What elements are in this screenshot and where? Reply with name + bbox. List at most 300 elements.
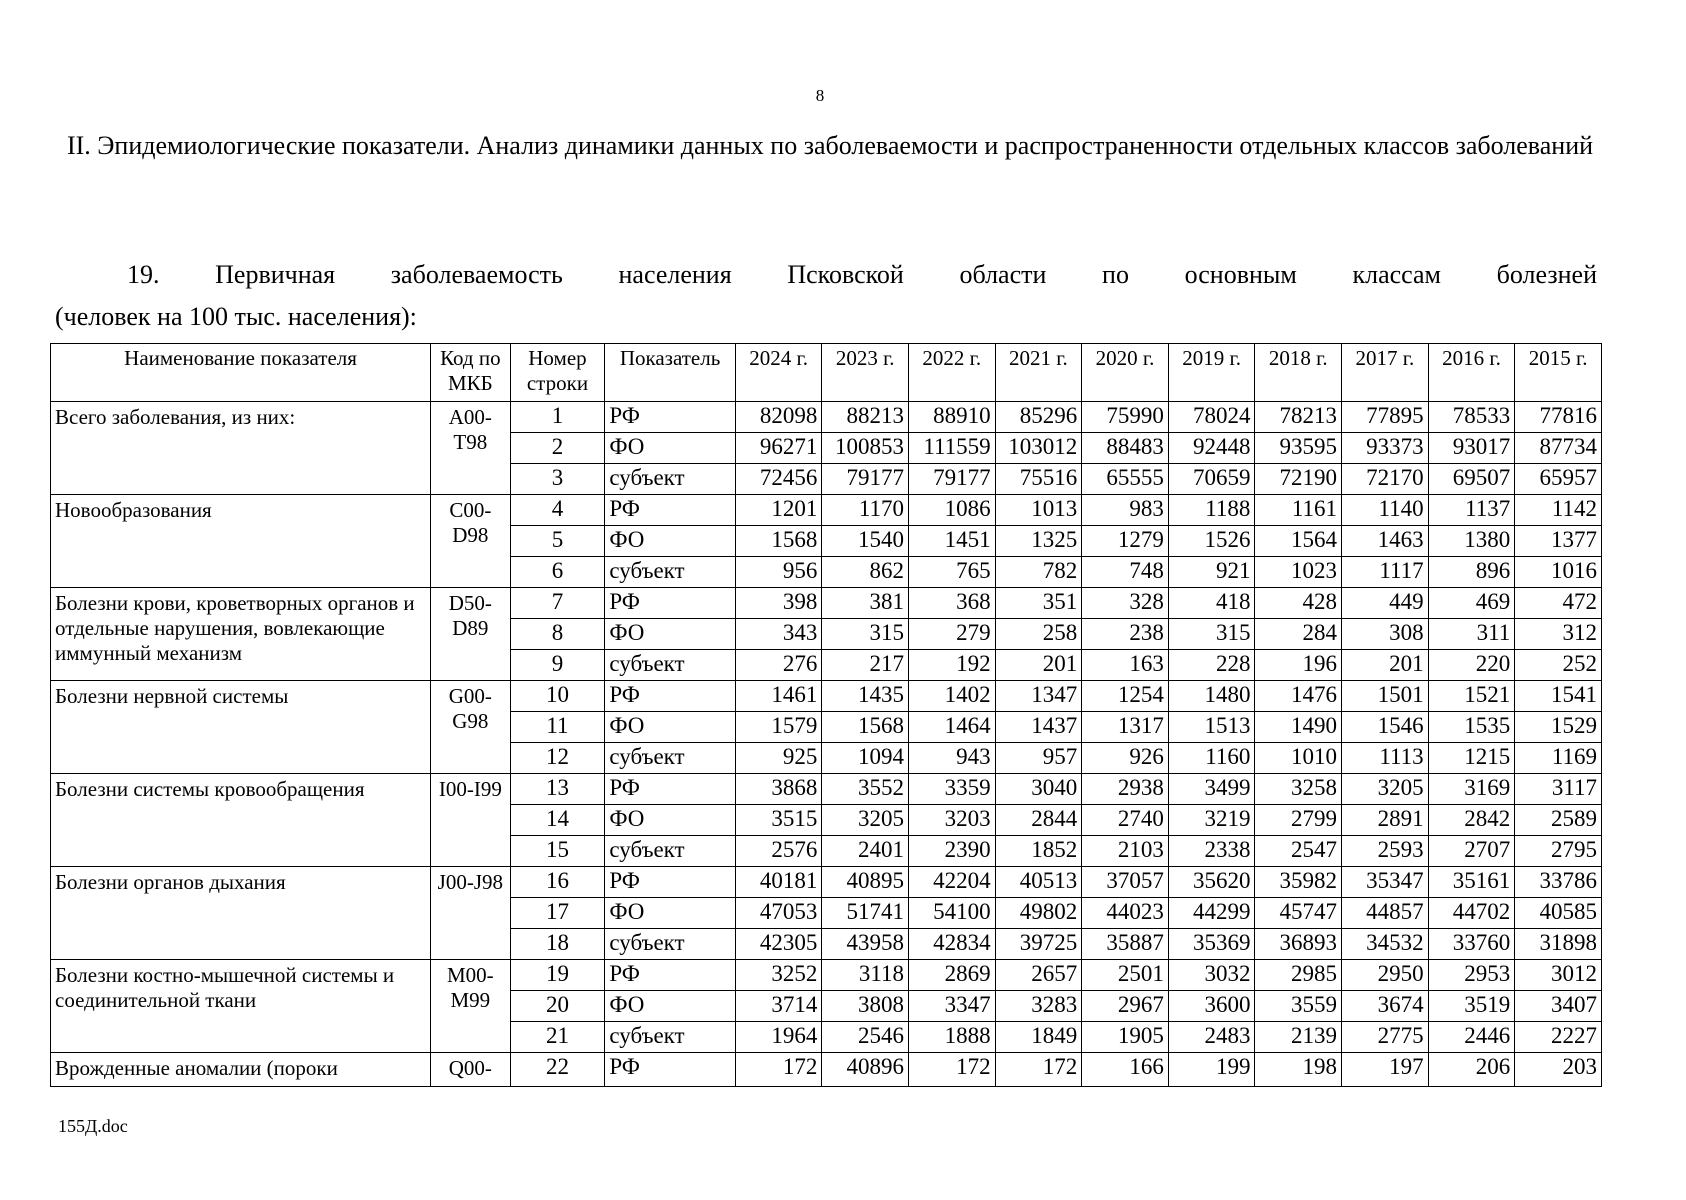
value-cell: 172 [995, 1053, 1082, 1087]
value-cell: 40181 [735, 867, 822, 898]
row-number: 4 [510, 495, 605, 526]
value-cell: 1325 [995, 526, 1082, 557]
value-cell: 79177 [909, 464, 996, 495]
table-row [51, 867, 1602, 898]
value-cell: 3347 [909, 991, 996, 1022]
table-row [51, 681, 1602, 712]
value-cell: 1170 [822, 495, 909, 526]
value-cell: 3205 [1342, 774, 1429, 805]
indicator-type: РФ [605, 681, 735, 712]
value-cell: 1463 [1342, 526, 1429, 557]
value-cell: 2589 [1515, 805, 1602, 836]
table-row [51, 402, 1602, 433]
value-cell: 2844 [995, 805, 1082, 836]
table-row [51, 960, 1602, 991]
value-cell: 82098 [735, 402, 822, 433]
value-cell: 2657 [995, 960, 1082, 991]
value-cell: 469 [1428, 588, 1515, 619]
value-cell: 44299 [1168, 898, 1255, 929]
caption-word: 19. [127, 260, 160, 289]
value-cell: 1464 [909, 712, 996, 743]
value-cell: 1377 [1515, 526, 1602, 557]
indicator-name: Болезни крови, кроветворных органов и отдельные нарушения, вовлекающие иммунный механизм [51, 588, 431, 681]
value-cell: 1169 [1515, 743, 1602, 774]
column-header: 2024 г. [735, 344, 822, 402]
table-row [51, 1053, 1602, 1087]
row-number: 17 [510, 898, 605, 929]
value-cell: 88910 [909, 402, 996, 433]
column-header: Номер строки [510, 344, 605, 402]
value-cell: 1254 [1082, 681, 1169, 712]
value-cell: 3552 [822, 774, 909, 805]
row-number: 7 [510, 588, 605, 619]
value-cell: 2593 [1342, 836, 1429, 867]
icd-code: D50-D89 [431, 588, 510, 681]
value-cell: 1317 [1082, 712, 1169, 743]
value-cell: 201 [995, 650, 1082, 681]
indicator-type: субъект [605, 557, 735, 588]
value-cell: 1435 [822, 681, 909, 712]
value-cell: 312 [1515, 619, 1602, 650]
footer-filename: 155Д.doc [58, 1116, 128, 1136]
value-cell: 72456 [735, 464, 822, 495]
value-cell: 2546 [822, 1022, 909, 1053]
value-cell: 40895 [822, 867, 909, 898]
table-row [51, 774, 1602, 805]
value-cell: 252 [1515, 650, 1602, 681]
column-header: 2015 г. [1515, 344, 1602, 402]
value-cell: 65957 [1515, 464, 1602, 495]
value-cell: 862 [822, 557, 909, 588]
value-cell: 1402 [909, 681, 996, 712]
row-number: 12 [510, 743, 605, 774]
indicator-type: ФО [605, 619, 735, 650]
indicator-type: ФО [605, 712, 735, 743]
indicator-type: РФ [605, 495, 735, 526]
value-cell: 172 [735, 1053, 822, 1087]
table-row [51, 495, 1602, 526]
value-cell: 921 [1168, 557, 1255, 588]
value-cell: 2891 [1342, 805, 1429, 836]
morbidity-table [50, 343, 1602, 1087]
value-cell: 42305 [735, 929, 822, 960]
value-cell: 1161 [1255, 495, 1342, 526]
value-cell: 1568 [735, 526, 822, 557]
value-cell: 2842 [1428, 805, 1515, 836]
value-cell: 1137 [1428, 495, 1515, 526]
value-cell: 44857 [1342, 898, 1429, 929]
column-header: 2018 г. [1255, 344, 1342, 402]
value-cell: 1461 [735, 681, 822, 712]
value-cell: 3600 [1168, 991, 1255, 1022]
value-cell: 77816 [1515, 402, 1602, 433]
value-cell: 2985 [1255, 960, 1342, 991]
icd-code: I00-I99 [431, 774, 510, 867]
value-cell: 428 [1255, 588, 1342, 619]
value-cell: 37057 [1082, 867, 1169, 898]
value-cell: 79177 [822, 464, 909, 495]
value-cell: 36893 [1255, 929, 1342, 960]
icd-code: J00-J98 [431, 867, 510, 960]
value-cell: 2707 [1428, 836, 1515, 867]
value-cell: 1564 [1255, 526, 1342, 557]
indicator-type: РФ [605, 588, 735, 619]
value-cell: 3674 [1342, 991, 1429, 1022]
value-cell: 31898 [1515, 929, 1602, 960]
indicator-type: ФО [605, 898, 735, 929]
value-cell: 1964 [735, 1022, 822, 1053]
caption-word: заболеваемость [390, 260, 563, 289]
value-cell: 75516 [995, 464, 1082, 495]
indicator-type: субъект [605, 464, 735, 495]
table-header-row [51, 344, 1602, 402]
icd-code: C00-D98 [431, 495, 510, 588]
value-cell: 3117 [1515, 774, 1602, 805]
indicator-type: РФ [605, 774, 735, 805]
value-cell: 3205 [822, 805, 909, 836]
row-number: 8 [510, 619, 605, 650]
value-cell: 2338 [1168, 836, 1255, 867]
value-cell: 100853 [822, 433, 909, 464]
indicator-name: Болезни системы кровообращения [51, 774, 431, 867]
value-cell: 2953 [1428, 960, 1515, 991]
value-cell: 70659 [1168, 464, 1255, 495]
value-cell: 166 [1082, 1053, 1169, 1087]
value-cell: 199 [1168, 1053, 1255, 1087]
value-cell: 40585 [1515, 898, 1602, 929]
table-caption [55, 254, 1597, 338]
value-cell: 765 [909, 557, 996, 588]
value-cell: 2869 [909, 960, 996, 991]
value-cell: 3714 [735, 991, 822, 1022]
value-cell: 258 [995, 619, 1082, 650]
indicator-type: субъект [605, 743, 735, 774]
value-cell: 198 [1255, 1053, 1342, 1087]
table-caption-line-2: (человек на 100 тыс. населения): [55, 302, 417, 331]
value-cell: 85296 [995, 402, 1082, 433]
value-cell: 1140 [1342, 495, 1429, 526]
value-cell: 51741 [822, 898, 909, 929]
value-cell: 197 [1342, 1053, 1429, 1087]
value-cell: 315 [822, 619, 909, 650]
value-cell: 276 [735, 650, 822, 681]
value-cell: 3868 [735, 774, 822, 805]
row-number: 18 [510, 929, 605, 960]
value-cell: 1113 [1342, 743, 1429, 774]
value-cell: 3559 [1255, 991, 1342, 1022]
value-cell: 75990 [1082, 402, 1169, 433]
value-cell: 78213 [1255, 402, 1342, 433]
value-cell: 782 [995, 557, 1082, 588]
value-cell: 1849 [995, 1022, 1082, 1053]
value-cell: 88483 [1082, 433, 1169, 464]
value-cell: 2483 [1168, 1022, 1255, 1053]
value-cell: 3203 [909, 805, 996, 836]
value-cell: 1013 [995, 495, 1082, 526]
row-number: 9 [510, 650, 605, 681]
value-cell: 1526 [1168, 526, 1255, 557]
indicator-type: субъект [605, 650, 735, 681]
value-cell: 472 [1515, 588, 1602, 619]
value-cell: 381 [822, 588, 909, 619]
caption-word: области [959, 260, 1047, 289]
value-cell: 33760 [1428, 929, 1515, 960]
value-cell: 35369 [1168, 929, 1255, 960]
value-cell: 192 [909, 650, 996, 681]
value-cell: 3032 [1168, 960, 1255, 991]
value-cell: 2795 [1515, 836, 1602, 867]
value-cell: 1905 [1082, 1022, 1169, 1053]
caption-word: по [1102, 260, 1129, 289]
value-cell: 2390 [909, 836, 996, 867]
value-cell: 3499 [1168, 774, 1255, 805]
value-cell: 1215 [1428, 743, 1515, 774]
caption-word: населения [618, 260, 732, 289]
section-title: II. Эпидемиологические показатели. Анализ динамики данных по заболеваемости и распространенности отдельных классов заболеваний [66, 131, 1594, 160]
column-header: 2019 г. [1168, 344, 1255, 402]
value-cell: 103012 [995, 433, 1082, 464]
value-cell: 368 [909, 588, 996, 619]
value-cell: 2139 [1255, 1022, 1342, 1053]
icd-code: M00-M99 [431, 960, 510, 1053]
indicator-type: ФО [605, 433, 735, 464]
value-cell: 1117 [1342, 557, 1429, 588]
row-number: 14 [510, 805, 605, 836]
value-cell: 1279 [1082, 526, 1169, 557]
indicator-type: РФ [605, 1053, 735, 1087]
row-number: 15 [510, 836, 605, 867]
value-cell: 1480 [1168, 681, 1255, 712]
value-cell: 3169 [1428, 774, 1515, 805]
column-header: Наименование показателя [51, 344, 431, 402]
value-cell: 3118 [822, 960, 909, 991]
column-header: 2017 г. [1342, 344, 1429, 402]
value-cell: 896 [1428, 557, 1515, 588]
row-number: 21 [510, 1022, 605, 1053]
table-body [51, 402, 1602, 1087]
value-cell: 196 [1255, 650, 1342, 681]
value-cell: 78024 [1168, 402, 1255, 433]
value-cell: 40513 [995, 867, 1082, 898]
value-cell: 44702 [1428, 898, 1515, 929]
value-cell: 3258 [1255, 774, 1342, 805]
value-cell: 398 [735, 588, 822, 619]
value-cell: 1888 [909, 1022, 996, 1053]
value-cell: 92448 [1168, 433, 1255, 464]
caption-word: основным [1184, 260, 1297, 289]
value-cell: 1201 [735, 495, 822, 526]
value-cell: 449 [1342, 588, 1429, 619]
value-cell: 39725 [995, 929, 1082, 960]
value-cell: 3283 [995, 991, 1082, 1022]
value-cell: 1142 [1515, 495, 1602, 526]
column-header: 2016 г. [1428, 344, 1515, 402]
value-cell: 1010 [1255, 743, 1342, 774]
value-cell: 1188 [1168, 495, 1255, 526]
value-cell: 3219 [1168, 805, 1255, 836]
value-cell: 1023 [1255, 557, 1342, 588]
value-cell: 2227 [1515, 1022, 1602, 1053]
row-number: 3 [510, 464, 605, 495]
value-cell: 33786 [1515, 867, 1602, 898]
table-row [51, 588, 1602, 619]
indicator-type: ФО [605, 526, 735, 557]
indicator-type: РФ [605, 867, 735, 898]
icd-code: A00-T98 [431, 402, 510, 495]
caption-word: классам [1352, 260, 1442, 289]
value-cell: 418 [1168, 588, 1255, 619]
value-cell: 1540 [822, 526, 909, 557]
value-cell: 1160 [1168, 743, 1255, 774]
value-cell: 1451 [909, 526, 996, 557]
indicator-type: субъект [605, 929, 735, 960]
value-cell: 1535 [1428, 712, 1515, 743]
value-cell: 1476 [1255, 681, 1342, 712]
column-header: 2022 г. [909, 344, 996, 402]
value-cell: 35620 [1168, 867, 1255, 898]
value-cell: 1437 [995, 712, 1082, 743]
indicator-type: субъект [605, 1022, 735, 1053]
value-cell: 93595 [1255, 433, 1342, 464]
icd-code: G00-G98 [431, 681, 510, 774]
row-number: 5 [510, 526, 605, 557]
value-cell: 201 [1342, 650, 1429, 681]
indicator-name: Болезни органов дыхания [51, 867, 431, 960]
value-cell: 1568 [822, 712, 909, 743]
value-cell: 2547 [1255, 836, 1342, 867]
value-cell: 228 [1168, 650, 1255, 681]
value-cell: 49802 [995, 898, 1082, 929]
row-number: 6 [510, 557, 605, 588]
column-header: Показатель [605, 344, 735, 402]
value-cell: 220 [1428, 650, 1515, 681]
value-cell: 1016 [1515, 557, 1602, 588]
value-cell: 3808 [822, 991, 909, 1022]
column-header: 2023 г. [822, 344, 909, 402]
value-cell: 351 [995, 588, 1082, 619]
value-cell: 284 [1255, 619, 1342, 650]
value-cell: 1094 [822, 743, 909, 774]
value-cell: 69507 [1428, 464, 1515, 495]
value-cell: 54100 [909, 898, 996, 929]
value-cell: 238 [1082, 619, 1169, 650]
value-cell: 43958 [822, 929, 909, 960]
row-number: 11 [510, 712, 605, 743]
value-cell: 87734 [1515, 433, 1602, 464]
value-cell: 2775 [1342, 1022, 1429, 1053]
value-cell: 1529 [1515, 712, 1602, 743]
value-cell: 343 [735, 619, 822, 650]
column-header: 2020 г. [1082, 344, 1169, 402]
value-cell: 2501 [1082, 960, 1169, 991]
value-cell: 983 [1082, 495, 1169, 526]
caption-word: Псковской [787, 260, 904, 289]
value-cell: 35887 [1082, 929, 1169, 960]
value-cell: 3519 [1428, 991, 1515, 1022]
value-cell: 2938 [1082, 774, 1169, 805]
value-cell: 1541 [1515, 681, 1602, 712]
value-cell: 72170 [1342, 464, 1429, 495]
value-cell: 78533 [1428, 402, 1515, 433]
value-cell: 1521 [1428, 681, 1515, 712]
value-cell: 1852 [995, 836, 1082, 867]
column-header: 2021 г. [995, 344, 1082, 402]
page-number: 8 [815, 86, 825, 105]
indicator-type: субъект [605, 836, 735, 867]
value-cell: 47053 [735, 898, 822, 929]
row-number: 16 [510, 867, 605, 898]
value-cell: 172 [909, 1053, 996, 1087]
indicator-name: Всего заболевания, из них: [51, 402, 431, 495]
value-cell: 77895 [1342, 402, 1429, 433]
value-cell: 35161 [1428, 867, 1515, 898]
value-cell: 206 [1428, 1053, 1515, 1087]
indicator-name: Болезни костно-мышечной системы и соединительной ткани [51, 960, 431, 1053]
value-cell: 2950 [1342, 960, 1429, 991]
indicator-type: ФО [605, 991, 735, 1022]
indicator-name: Врожденные аномалии (пороки [51, 1053, 431, 1087]
value-cell: 2103 [1082, 836, 1169, 867]
value-cell: 93017 [1428, 433, 1515, 464]
value-cell: 308 [1342, 619, 1429, 650]
indicator-type: ФО [605, 805, 735, 836]
value-cell: 1501 [1342, 681, 1429, 712]
value-cell: 3040 [995, 774, 1082, 805]
value-cell: 957 [995, 743, 1082, 774]
value-cell: 1546 [1342, 712, 1429, 743]
indicator-name: Болезни нервной системы [51, 681, 431, 774]
value-cell: 111559 [909, 433, 996, 464]
value-cell: 65555 [1082, 464, 1169, 495]
row-number: 1 [510, 402, 605, 433]
value-cell: 943 [909, 743, 996, 774]
indicator-type: РФ [605, 402, 735, 433]
row-number: 2 [510, 433, 605, 464]
value-cell: 1513 [1168, 712, 1255, 743]
row-number: 22 [510, 1053, 605, 1087]
row-number: 13 [510, 774, 605, 805]
value-cell: 1380 [1428, 526, 1515, 557]
indicator-name: Новообразования [51, 495, 431, 588]
value-cell: 1347 [995, 681, 1082, 712]
value-cell: 1086 [909, 495, 996, 526]
value-cell: 35347 [1342, 867, 1429, 898]
value-cell: 2401 [822, 836, 909, 867]
value-cell: 1579 [735, 712, 822, 743]
row-number: 19 [510, 960, 605, 991]
value-cell: 88213 [822, 402, 909, 433]
value-cell: 72190 [1255, 464, 1342, 495]
column-header: Код по МКБ [431, 344, 510, 402]
value-cell: 926 [1082, 743, 1169, 774]
value-cell: 42204 [909, 867, 996, 898]
value-cell: 3515 [735, 805, 822, 836]
value-cell: 40896 [822, 1053, 909, 1087]
value-cell: 315 [1168, 619, 1255, 650]
value-cell: 35982 [1255, 867, 1342, 898]
value-cell: 44023 [1082, 898, 1169, 929]
value-cell: 2799 [1255, 805, 1342, 836]
value-cell: 3407 [1515, 991, 1602, 1022]
value-cell: 328 [1082, 588, 1169, 619]
caption-word: болезней [1496, 260, 1598, 289]
value-cell: 2446 [1428, 1022, 1515, 1053]
value-cell: 1490 [1255, 712, 1342, 743]
row-number: 20 [510, 991, 605, 1022]
value-cell: 925 [735, 743, 822, 774]
value-cell: 93373 [1342, 433, 1429, 464]
value-cell: 748 [1082, 557, 1169, 588]
